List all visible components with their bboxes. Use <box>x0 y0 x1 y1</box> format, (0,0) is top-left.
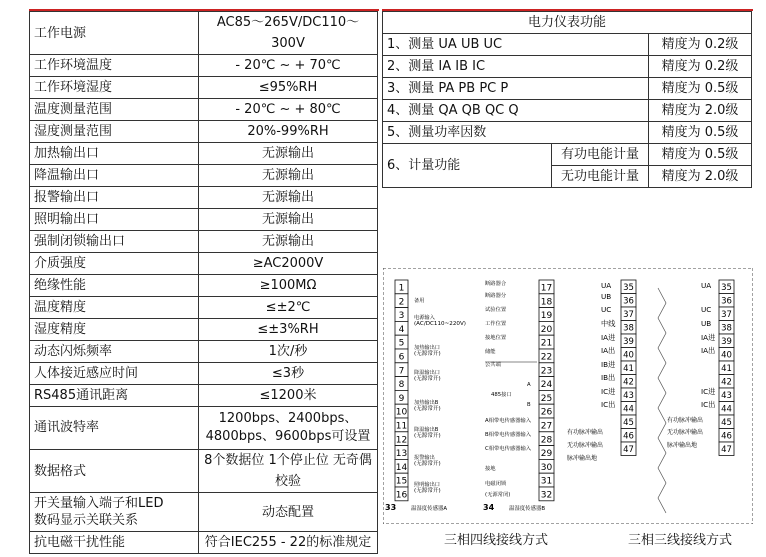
spec-value: 动态配置 <box>199 493 378 532</box>
wiring-diagram <box>383 268 753 524</box>
terminal-number: 23 <box>540 366 553 377</box>
terminal-label: 加热输出B <box>414 400 439 406</box>
spec-key: 开关量输入端子和LED 数码显示关联关系 <box>30 493 199 532</box>
terminal-label: UB <box>601 292 612 301</box>
spec-row <box>30 493 378 532</box>
spec-value: ≥100MΩ <box>199 275 378 297</box>
terminal-number: 9 <box>398 393 405 404</box>
terminal-label: IA出 <box>601 346 616 355</box>
spec-key: 降温输出口 <box>30 165 199 187</box>
terminal-label: (无源常闭) <box>485 492 511 498</box>
spec-value: - 20℃ ~ + 70℃ <box>199 55 378 77</box>
terminal-label: 中线 <box>601 319 616 328</box>
func-acc-3: 精度为 0.5级 <box>649 78 752 100</box>
spec-row <box>30 77 378 99</box>
terminal-label: 工作位置 <box>485 321 507 327</box>
spec-key: 温度精度 <box>30 297 199 319</box>
spec-value: ≥AC2000V <box>199 253 378 275</box>
reactive-energy-label: 无功电能计量 <box>552 166 649 188</box>
terminal-number: 17 <box>540 283 553 294</box>
terminal-label: A相带电传感器输入 <box>485 418 531 424</box>
terminal-number: 37 <box>721 310 732 320</box>
power-meter-functions-table <box>382 11 752 188</box>
terminal-label: 电源输入 <box>414 315 435 321</box>
spec-value: 1次/秒 <box>199 341 378 363</box>
terminal-number: 26 <box>540 407 553 418</box>
terminal-number: 46 <box>721 431 732 442</box>
spec-value: 20%-99%RH <box>199 121 378 143</box>
terminal-number: 22 <box>540 352 553 363</box>
terminal-number: 25 <box>540 393 553 404</box>
terminal-number: 20 <box>540 324 553 335</box>
terminal-number: 12 <box>395 435 408 446</box>
terminal-label: 485接口 <box>491 392 512 398</box>
active-energy-label: 有功电能计量 <box>552 144 649 166</box>
spec-key: 强制闭锁输出口 <box>30 231 199 253</box>
terminal-label: C相带电传感器输入 <box>485 446 532 452</box>
terminal-label: (无源常开) <box>414 376 441 382</box>
func-row-6: 6、计量功能 <box>383 144 552 188</box>
spec-row <box>30 319 378 341</box>
reactive-energy-acc: 精度为 2.0级 <box>649 166 752 188</box>
spec-row <box>30 55 378 77</box>
terminal-number: 35 <box>623 283 634 293</box>
terminal-number: 43 <box>721 391 732 401</box>
sensor-a-label: 温湿度传感器A <box>411 506 448 512</box>
terminal-number: 8 <box>398 380 405 391</box>
terminal-label: UC <box>701 305 712 314</box>
sensor-a-number: 33 <box>385 503 397 512</box>
spec-row <box>30 231 378 253</box>
sensor-b-number: 34 <box>483 503 495 512</box>
terminal-number: 5 <box>398 338 405 349</box>
terminal-number: 40 <box>721 350 732 361</box>
terminal-label: 有功脉冲输出 <box>667 417 704 424</box>
terminal-label: 备用 <box>414 298 425 304</box>
sensor-b-label: 温湿度传感器B <box>509 506 546 512</box>
spec-key: 动态闪烁频率 <box>30 341 199 363</box>
terminal-number: 21 <box>540 338 553 349</box>
break-line <box>658 288 666 513</box>
terminal-label: 储能 <box>485 349 496 355</box>
terminal-number: 14 <box>395 462 408 473</box>
terminal-number: 31 <box>540 476 553 487</box>
terminal-number: 36 <box>721 296 732 307</box>
terminal-number: 30 <box>540 462 553 473</box>
terminal-label: 断路器合 <box>485 281 507 287</box>
spec-value: 无源输出 <box>199 143 378 165</box>
terminal-number: 27 <box>540 421 553 432</box>
red-divider-left <box>29 9 379 11</box>
terminal-number: 24 <box>540 380 553 391</box>
spec-value: 无源输出 <box>199 209 378 231</box>
terminal-number: 38 <box>623 323 634 334</box>
terminal-label: B <box>527 402 531 408</box>
spec-row <box>30 385 378 407</box>
terminal-number: 37 <box>623 310 634 320</box>
spec-key: 抗电磁干扰性能 <box>30 532 199 554</box>
terminal-label: UC <box>601 305 612 314</box>
terminal-label: IA进 <box>701 333 716 342</box>
spec-value: ≤1200米 <box>199 385 378 407</box>
terminal-label: 公共端 <box>485 362 501 368</box>
terminal-number: 29 <box>540 449 553 460</box>
terminal-label: 电磁闭锁 <box>485 481 507 487</box>
spec-row <box>30 143 378 165</box>
terminal-label: UA <box>701 281 712 290</box>
spec-row <box>30 165 378 187</box>
terminal-label: A <box>527 382 531 388</box>
terminal-number: 43 <box>623 391 634 401</box>
terminal-label: (AC/DC110~220V) <box>414 321 466 327</box>
terminal-label: 报警输出 <box>414 455 435 461</box>
terminal-number: 4 <box>398 324 405 335</box>
terminal-number: 41 <box>623 364 634 374</box>
spec-key: 数据格式 <box>30 450 199 493</box>
func-row-5: 5、测量功率因数 <box>383 122 649 144</box>
spec-value: 无源输出 <box>199 187 378 209</box>
terminal-number: 44 <box>721 404 732 415</box>
spec-row <box>30 99 378 121</box>
terminal-label: UB <box>701 319 712 328</box>
spec-value: AC85～265V/DC110～300V <box>199 12 378 55</box>
terminal-number: 18 <box>540 297 553 308</box>
func-acc-4: 精度为 2.0级 <box>649 100 752 122</box>
terminal-label: 接地位置 <box>485 335 507 341</box>
terminal-number: 39 <box>721 337 732 347</box>
terminal-number: 42 <box>721 377 732 388</box>
terminal-label: (无源常开) <box>414 461 441 467</box>
spec-key: 绝缘性能 <box>30 275 199 297</box>
terminal-number: 46 <box>623 431 634 442</box>
terminal-number: 44 <box>623 404 634 415</box>
func-row-3: 3、测量 PA PB PC P <box>383 78 649 100</box>
spec-row <box>30 532 378 554</box>
terminal-number: 11 <box>395 421 408 432</box>
terminal-label: (无源常开) <box>414 351 441 357</box>
terminal-label: IC出 <box>601 400 616 409</box>
terminal-number: 36 <box>623 296 634 307</box>
terminal-label: 降温输出B <box>414 427 439 433</box>
terminal-number: 13 <box>395 449 408 460</box>
terminal-number: 19 <box>540 311 553 322</box>
spec-key: 照明输出口 <box>30 209 199 231</box>
terminal-label: 照明输出口 <box>414 482 440 488</box>
spec-row <box>30 253 378 275</box>
func-title: 电力仪表功能 <box>383 12 752 34</box>
spec-row <box>30 407 378 450</box>
spec-value: 1200bps、2400bps、 4800bps、9600bps可设置 <box>199 407 378 450</box>
terminal-label: IB进 <box>601 360 616 369</box>
spec-key: 湿度精度 <box>30 319 199 341</box>
terminal-number: 45 <box>721 418 732 428</box>
spec-value: 无源输出 <box>199 231 378 253</box>
terminal-label: 接地 <box>485 466 496 472</box>
spec-key: RS485通讯距离 <box>30 385 199 407</box>
func-row-2: 2、测量 IA IB IC <box>383 56 649 78</box>
terminal-number: 15 <box>395 476 408 487</box>
spec-row <box>30 297 378 319</box>
terminal-label: IA出 <box>701 346 716 355</box>
terminal-label: 加热输出口 <box>414 345 440 351</box>
terminal-number: 47 <box>623 445 634 455</box>
spec-key: 工作环境温度 <box>30 55 199 77</box>
spec-value: ≤±3%RH <box>199 319 378 341</box>
terminal-label: UA <box>601 281 612 290</box>
terminal-label: (无源常开) <box>414 406 441 412</box>
terminal-number: 10 <box>395 407 408 418</box>
terminal-label: 降温输出口 <box>414 370 440 376</box>
spec-value: - 20℃ ~ + 80℃ <box>199 99 378 121</box>
spec-row <box>30 12 378 55</box>
terminal-number: 39 <box>623 337 634 347</box>
active-energy-acc: 精度为 0.5级 <box>649 144 752 166</box>
spec-key: 人体接近感应时间 <box>30 363 199 385</box>
spec-key: 报警输出口 <box>30 187 199 209</box>
terminal-number: 38 <box>721 323 732 334</box>
func-acc-2: 精度为 0.2级 <box>649 56 752 78</box>
spec-key: 湿度测量范围 <box>30 121 199 143</box>
terminal-label: IA进 <box>601 333 616 342</box>
terminal-label: 脉冲输出地 <box>667 442 698 449</box>
spec-value: ≤±2℃ <box>199 297 378 319</box>
spec-value: 符合IEC255 - 22的标准规定 <box>199 532 378 554</box>
terminal-number: 40 <box>623 350 634 361</box>
spec-table <box>29 11 378 554</box>
spec-value: 8个数据位 1个停止位 无奇偶校验 <box>199 450 378 493</box>
terminal-label: 有功脉冲输出 <box>567 429 604 436</box>
terminal-number: 7 <box>398 366 405 377</box>
terminal-label: IC进 <box>601 387 616 396</box>
terminal-number: 2 <box>398 297 405 308</box>
terminal-number: 41 <box>721 364 732 374</box>
func-row-1: 1、测量 UA UB UC <box>383 34 649 56</box>
spec-row <box>30 121 378 143</box>
caption-3p4w: 三相四线接线方式 <box>444 533 549 548</box>
terminal-label: 无功脉冲输出 <box>667 429 704 436</box>
terminal-number: 3 <box>398 311 405 322</box>
terminal-number: 28 <box>540 435 553 446</box>
spec-key: 温度测量范围 <box>30 99 199 121</box>
spec-value: ≤3秒 <box>199 363 378 385</box>
spec-row <box>30 363 378 385</box>
terminal-label: IB出 <box>601 373 616 382</box>
spec-key: 通讯波特率 <box>30 407 199 450</box>
terminal-label: 试验位置 <box>485 307 507 313</box>
spec-key: 工作电源 <box>30 12 199 55</box>
terminal-number: 47 <box>721 445 732 455</box>
terminal-number: 1 <box>398 283 405 294</box>
spec-key: 介质强度 <box>30 253 199 275</box>
terminal-label: B相带电传感器输入 <box>485 432 532 438</box>
func-row-4: 4、测量 QA QB QC Q <box>383 100 649 122</box>
spec-key: 工作环境湿度 <box>30 77 199 99</box>
terminal-label: 脉冲输出地 <box>567 455 598 462</box>
spec-row <box>30 275 378 297</box>
terminal-number: 45 <box>623 418 634 428</box>
terminal-number: 35 <box>721 283 732 293</box>
spec-value: 无源输出 <box>199 165 378 187</box>
spec-key: 加热输出口 <box>30 143 199 165</box>
spec-row <box>30 450 378 493</box>
caption-3p3w: 三相三线接线方式 <box>628 533 733 548</box>
terminal-number: 42 <box>623 377 634 388</box>
func-acc-5: 精度为 0.5级 <box>649 122 752 144</box>
terminal-number: 16 <box>395 490 408 501</box>
terminal-label: IC出 <box>701 400 716 409</box>
spec-value: ≤95%RH <box>199 77 378 99</box>
terminal-label: 无功脉冲输出 <box>567 442 604 449</box>
terminal-number: 32 <box>540 490 553 501</box>
terminal-label: IC进 <box>701 387 716 396</box>
spec-row <box>30 341 378 363</box>
terminal-label: (无源常开) <box>414 433 441 439</box>
terminal-number: 6 <box>398 352 405 363</box>
spec-row <box>30 209 378 231</box>
terminal-label: (无源常开) <box>414 488 441 494</box>
func-acc-1: 精度为 0.2级 <box>649 34 752 56</box>
spec-row <box>30 187 378 209</box>
terminal-label: 断路器分 <box>485 293 507 299</box>
